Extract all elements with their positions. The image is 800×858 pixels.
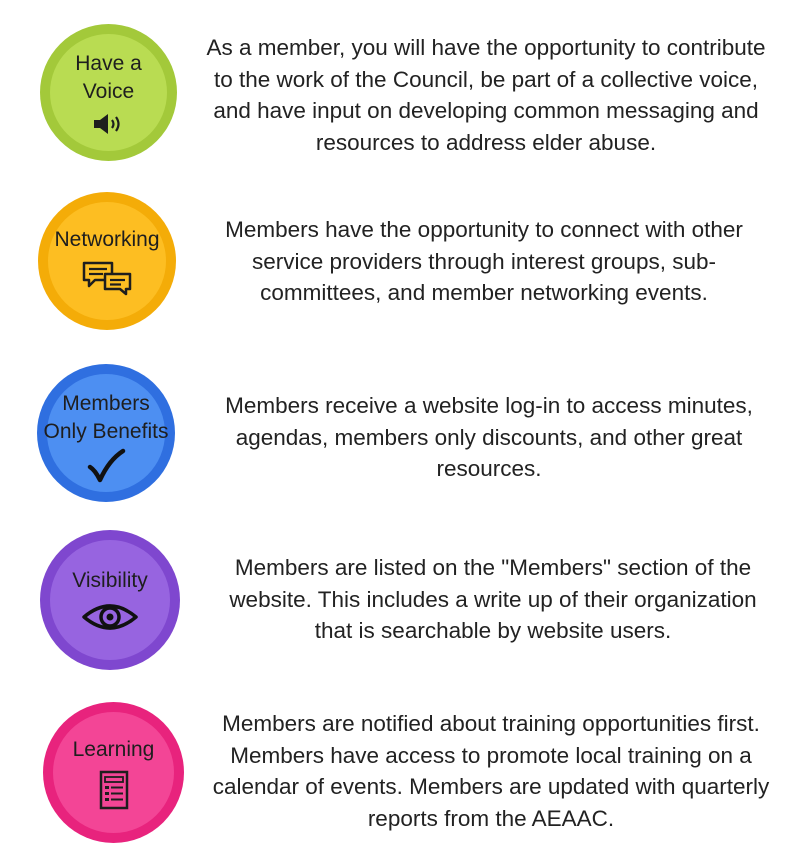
chat-bubbles-icon [81,260,133,296]
visibility-badge-inner [50,540,170,660]
voice-badge [40,24,177,161]
benefit-row-members-only [0,350,800,520]
voice-badge-inner [50,34,167,151]
eye-icon [81,601,139,633]
badge-label: Learning [72,737,155,761]
benefit-description: Members are listed on the "Members" section of the website. This includes a write up of their organization that is searchable by website users. [229,555,757,643]
networking-badge [38,192,176,330]
checkmark-icon [85,448,127,484]
benefit-row-networking [0,180,800,350]
document-list-icon [99,770,129,810]
benefit-description: Members have the opportunity to connect with other service providers through interest groups, sub-committees, and member networking events. [225,217,743,305]
benefit-row-visibility [0,520,800,690]
learning-badge [43,702,184,843]
badge-label: Have a Voice [75,51,142,103]
benefit-description: As a member, you will have the opportunity to contribute to the work of the Council, be part of a collective voice, and have input on developing common messaging and resources to address elder abuse. [206,35,766,155]
benefit-description: Members receive a website log-in to access minutes, agendas, members only discounts, and other great resources. [225,393,753,481]
members-only-badge-inner [43,374,169,492]
speaker-icon [92,112,126,136]
members-only-badge [37,364,175,502]
badge-label: Members Only Benefits [43,392,169,443]
badge-label: Networking [54,228,160,251]
networking-badge-inner [48,202,166,320]
learning-badge-inner [53,712,174,833]
visibility-badge [40,530,180,670]
badge-label: Visibility [72,569,148,592]
benefit-row-voice [0,0,800,180]
benefit-description: Members are notified about training opportunities first. Members have access to promote local training on a calendar of events. Members are updated with quarterly reports from the AEAAC. [212,711,770,831]
benefit-row-learning [0,690,800,858]
